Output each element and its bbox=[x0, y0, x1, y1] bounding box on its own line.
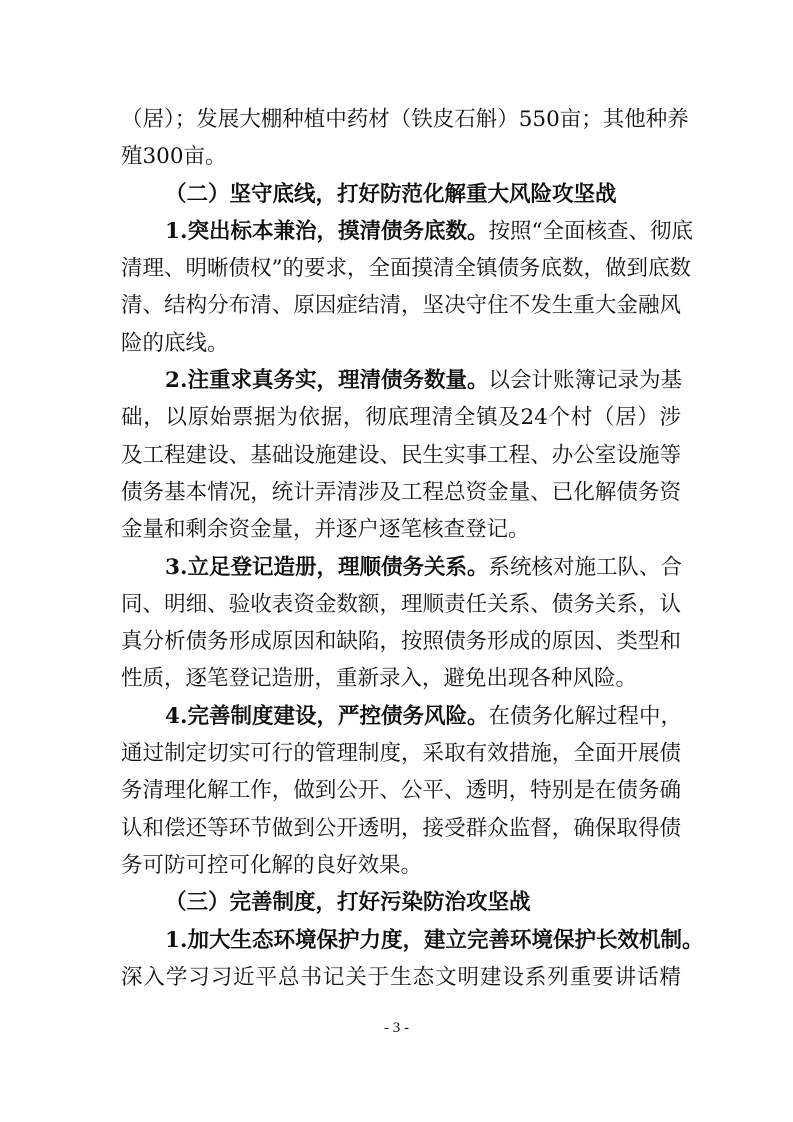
body-line: （居）；发展大棚种植中药材（铁皮石斛）550亩；其他种养 bbox=[121, 107, 689, 132]
page-number: - 3 - bbox=[384, 1020, 409, 1036]
document-body bbox=[121, 101, 704, 996]
paragraph-title: 1.突出标本兼治，摸清债务底数。 bbox=[165, 218, 489, 244]
body-line: 同、明细、验收表资金数额，理顺责任关系、债务关系，认 bbox=[121, 591, 681, 617]
body-line: 险的底线。 bbox=[121, 330, 229, 356]
body-line: 通过制定切实可行的管理制度，采取有效措施，全面开展债 bbox=[121, 741, 681, 767]
body-line: 深入学习习近平总书记关于生态文明建设系列重要讲话精 bbox=[121, 964, 681, 990]
paragraph-2-first-line bbox=[121, 362, 681, 399]
body-line: 务可防可控可化解的良好效果。 bbox=[121, 852, 423, 878]
body-line: 债务基本情况，统计弄清涉及工程总资金量、已化解债务资 bbox=[121, 479, 681, 505]
paragraph-3-first-line bbox=[121, 549, 681, 586]
body-line: 真分析债务形成原因和缺陷，按照债务形成的原因、类型和 bbox=[121, 629, 681, 655]
paragraph-title: 3.立足登记造册，理顺债务关系。 bbox=[165, 554, 489, 580]
paragraph-title: 1.加大生态环境保护力度，建立完善环境保护长效机制。 bbox=[165, 927, 704, 953]
paragraph-title: 2.注重求真务实，理清债务数量。 bbox=[165, 368, 489, 394]
body-line: 认和偿还等环节做到公开透明，接受群众监督，确保取得债 bbox=[121, 815, 681, 841]
paragraph-1-first-line bbox=[121, 213, 693, 250]
body-line: 清、结构分布清、原因症结清，坚决守住不发生重大金融风 bbox=[121, 293, 681, 319]
body-line: 殖300亩。 bbox=[121, 144, 227, 170]
section-heading-2: （二）坚守底线，打好防范化解重大风险攻坚战 bbox=[165, 181, 617, 207]
paragraph-title: 4.完善制度建设，严控债务风险。 bbox=[165, 703, 489, 729]
section-heading-3: （三）完善制度，打好污染防治攻坚战 bbox=[165, 890, 531, 916]
body-line: 务清理化解工作，做到公开、公平、透明，特别是在债务确 bbox=[121, 778, 681, 804]
body-text: 以会计账簿记录为基 bbox=[488, 368, 682, 394]
body-line: 性质，逐笔登记造册，重新录入，避免出现各种风险。 bbox=[121, 666, 638, 692]
body-line: 及工程建设、基础设施建设、民生实事工程、办公室设施等 bbox=[121, 442, 681, 468]
paragraph-4-first-line bbox=[121, 698, 681, 735]
body-line: 础，以原始票据为依据，彻底理清全镇及24个村（居）涉 bbox=[121, 405, 681, 431]
paragraph-title-line bbox=[121, 922, 704, 959]
body-text: 系统核对施工队、合 bbox=[488, 554, 682, 580]
body-text: 在债务化解过程中， bbox=[488, 703, 682, 729]
body-line: 金量和剩余资金量，并逐户逐笔核查登记。 bbox=[121, 517, 530, 543]
body-line: 清理、明晰债权”的要求，全面摸清全镇债务底数，做到底数 bbox=[121, 256, 691, 282]
body-text: 按照“全面核查、彻底 bbox=[488, 218, 693, 244]
